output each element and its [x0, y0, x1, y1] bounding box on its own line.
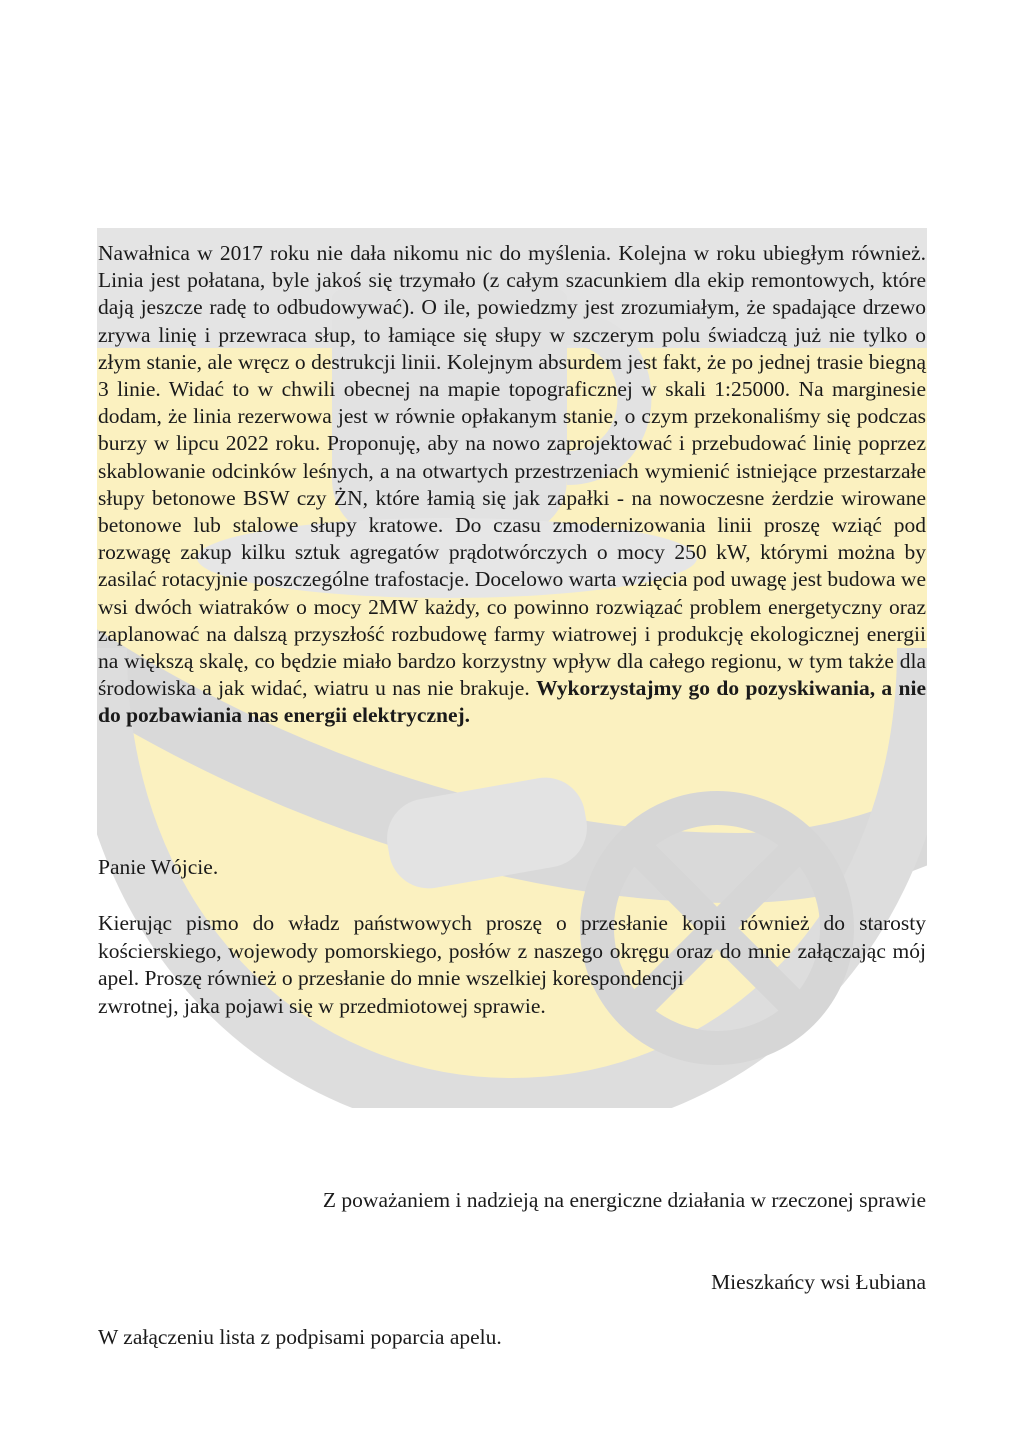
- closing-line: Z poważaniem i nadzieją na energiczne działania w rzeczonej sprawie: [322, 1188, 926, 1212]
- request-text-end: zwrotnej, jaka pojawi się w przedmiotowej sprawie.: [98, 993, 546, 1018]
- main-paragraph: [98, 240, 926, 730]
- letter-body: [98, 240, 926, 730]
- greeting: Panie Wójcie.: [98, 855, 219, 879]
- request-paragraph: [98, 910, 926, 1020]
- signature: Mieszkańcy wsi Łubiana: [711, 1270, 926, 1294]
- request-text: Kierując pismo do władz państwowych proszę o przesłanie kopii również do starosty kościerskiego, wojewody pomorskiego, posłów z naszego okręgu oraz do mnie załączając mój apel. Proszę również o przesłanie do mnie wszelkiej korespondencji: [98, 911, 926, 990]
- attachment-note: W załączeniu lista z podpisami poparcia apelu.: [98, 1325, 502, 1349]
- main-paragraph-text: Nawałnica w 2017 roku nie dała nikomu nic do myślenia. Kolejna w roku ubiegłym również. Linia jest połatana, byle jakoś się trzymało (z całym szacunkiem dla ekip remontowych, które dają jeszcze radę to odbudowywać). O ile, powiedzmy jest zrozumiałym, że spadające drzewo zrywa linię i przewraca słup, to łamiące się słupy w szczerym polu świadczą już nie tylko o złym stanie, ale wręcz o destrukcji linii. Kolejnym absurdem jest fakt, że po jednej trasie biegną 3 linie. Widać to w chwili obecnej na mapie topograficznej w skali 1:25000. Na marginesie dodam, że linia rezerwowa jest w równie opłakanym stanie, o czym przekonaliśmy się podczas burzy w lipcu 2022 roku. Proponuję, aby na nowo zaprojektować i przebudować linię poprzez skablowanie odcinków leśnych, a na otwartych przestrzeniach wymienić istniejące przestarzałe słupy betonowe BSW czy ŻN, które łamią się jak zapałki - na nowoczesne żerdzie wirowane betonowe lub stalowe słupy kratowe. Do czasu zmodernizowania linii proszę wziąć pod rozwagę zakup kilku sztuk agregatów prądotwórczych o mocy 250 kW, którymi można by zasilać rotacyjnie poszczególne trafostacje. Docelowo warta wzięcia pod uwagę jest budowa we wsi dwóch wiatraków o mocy 2MW każdy, co powinno rozwiązać problem energetyczny oraz zaplanować na dalszą przyszłość rozbudowę farmy wiatrowej i produkcję ekologicznej energii na większą skalę, co będzie miało bardzo korzystny wpływ dla całego regionu, w tym także dla środowiska a jak widać, wiatru u nas nie brakuje.: [98, 241, 926, 701]
- bold-appeal-text: Wykorzystajmy go do pozyskiwania, a nie do pozbawiania nas energii elektrycznej.: [98, 676, 927, 728]
